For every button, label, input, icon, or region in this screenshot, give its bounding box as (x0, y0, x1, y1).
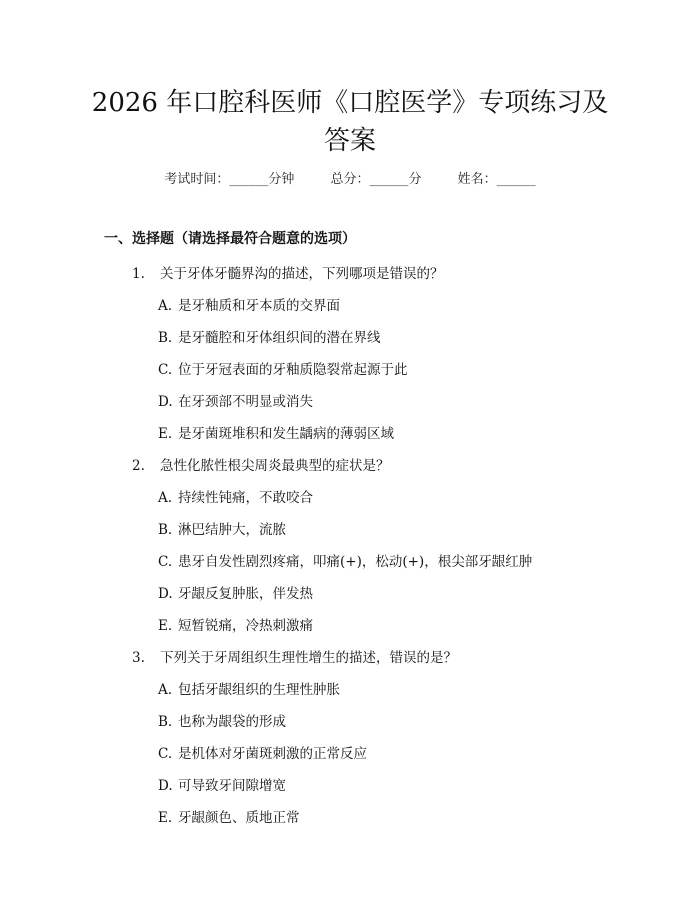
question-2 (132, 454, 390, 474)
option-letter: D. (158, 394, 173, 410)
option-2b (158, 518, 286, 538)
option-letter: D. (158, 778, 173, 794)
option-3b (158, 710, 286, 730)
option-1a (158, 294, 340, 314)
name-field: 姓名：______ (457, 172, 536, 187)
option-letter: C. (158, 554, 173, 570)
question-text: 下列关于牙周组织生理性增生的描述，错误的是？ (160, 650, 457, 666)
option-2e (158, 614, 313, 634)
option-3c (158, 742, 367, 762)
option-text: 是机体对牙菌斑刺激的正常反应 (178, 746, 367, 762)
option-text: 淋巴结肿大，流脓 (178, 522, 286, 538)
option-text: 牙龈反复肿胀，伴发热 (178, 586, 313, 602)
document-title (80, 84, 620, 160)
option-letter: B. (158, 330, 173, 346)
option-letter: D. (158, 586, 173, 602)
question-number: 2. (132, 458, 145, 474)
question-text: 关于牙体牙髓界沟的描述，下列哪项是错误的？ (160, 266, 444, 282)
total-score-field: 总分：______分 (330, 172, 422, 187)
option-text: 短暂锐痛，冷热刺激痛 (178, 618, 313, 634)
option-text: 位于牙冠表面的牙釉质隐裂常起源于此 (178, 362, 408, 378)
option-2d (158, 582, 313, 602)
option-letter: E. (158, 810, 173, 826)
option-text: 是牙菌斑堆积和发生龋病的薄弱区域 (178, 426, 394, 442)
option-letter: B. (158, 522, 173, 538)
option-letter: E. (158, 426, 173, 442)
option-3e (158, 806, 300, 826)
option-text: 可导致牙间隙增宽 (178, 778, 286, 794)
question-3 (132, 646, 457, 666)
option-text: 持续性钝痛，不敢咬合 (178, 490, 313, 506)
option-1e (158, 422, 394, 442)
option-text: 在牙颈部不明显或消失 (178, 394, 313, 410)
question-number: 1. (132, 266, 145, 282)
option-letter: A. (158, 298, 173, 314)
option-letter: E. (158, 618, 173, 634)
option-text: 牙龈颜色、质地正常 (178, 810, 300, 826)
title-line-2: 答案 (323, 126, 376, 156)
option-text: 是牙釉质和牙本质的交界面 (178, 298, 340, 314)
option-letter: C. (158, 746, 173, 762)
option-text: 是牙髓腔和牙体组织间的潜在界线 (178, 330, 381, 346)
option-1d (158, 390, 313, 410)
question-number: 3. (132, 650, 145, 666)
exam-meta (0, 168, 700, 187)
option-1c (158, 358, 408, 378)
option-3d (158, 774, 286, 794)
question-1 (132, 262, 444, 282)
option-letter: A. (158, 682, 173, 698)
option-letter: B. (158, 714, 173, 730)
option-letter: A. (158, 490, 173, 506)
option-text: 也称为龈袋的形成 (178, 714, 286, 730)
exam-time-field: 考试时间：______分钟 (164, 172, 295, 187)
option-2c (158, 550, 532, 570)
option-3a (158, 678, 340, 698)
option-text: 患牙自发性剧烈疼痛，叩痛(+)，松动(+)，根尖部牙龈红肿 (178, 554, 533, 570)
question-text: 急性化脓性根尖周炎最典型的症状是？ (160, 458, 390, 474)
option-letter: C. (158, 362, 173, 378)
option-text: 包括牙龈组织的生理性肿胀 (178, 682, 340, 698)
option-2a (158, 486, 313, 506)
section-title: 一、选择题（请选择最符合题意的选项） (104, 231, 356, 247)
title-line-1: 2026 年口腔科医师《口腔医学》专项练习及 (91, 88, 609, 118)
option-1b (158, 326, 381, 346)
